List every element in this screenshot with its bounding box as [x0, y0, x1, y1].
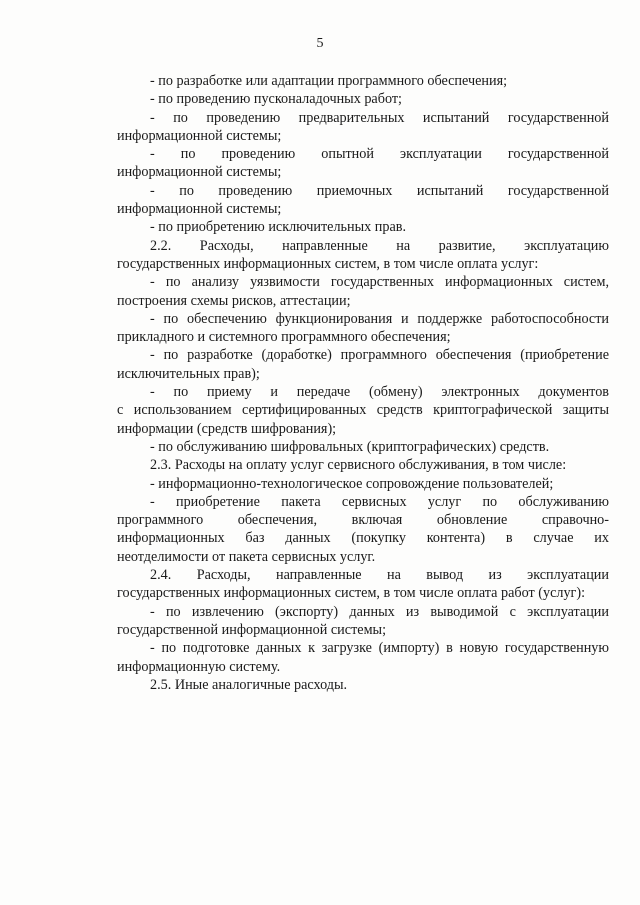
text-line: - по проведению пусконаладочных работ; [150, 91, 403, 108]
text-line: - приобретение пакета сервисных услуг по обслуживанию [150, 493, 609, 510]
text-line: информационную систему. [117, 658, 281, 675]
text-line: - по приобретению исключительных прав. [150, 219, 407, 236]
text-line: - по разработке (доработке) программного обеспечения (приобретение [150, 347, 609, 364]
text-line: прикладного и системного программного обеспечения; [117, 329, 451, 346]
text-line: - информационно-технологическое сопровождение пользователей; [150, 475, 554, 492]
text-line: построения схемы рисков, аттестации; [117, 292, 351, 309]
text-line: информационной системы; [117, 127, 282, 144]
text-line: с использованием сертифицированных средств криптографической защиты [117, 402, 609, 419]
text-line: 2.3. Расходы на оплату услуг сервисного обслуживания, в том числе: [150, 457, 567, 474]
text-line: информации (средств шифрования); [117, 420, 337, 437]
text-line: информационных баз данных (покупку контента) в случае их [117, 530, 609, 547]
page-number: 5 [316, 36, 324, 51]
text-line: информационной системы; [117, 201, 282, 218]
text-line: государственной информационной системы; [117, 621, 387, 638]
text-line: - по проведению предварительных испытаний государственной [150, 109, 609, 126]
body-text [117, 72, 609, 694]
text-line: - по проведению опытной эксплуатации государственной [150, 146, 609, 163]
text-line: 2.4. Расходы, направленные на вывод из эксплуатации [150, 567, 609, 584]
text-line: - по обеспечению функционирования и поддержке работоспособности [150, 310, 609, 327]
text-line: 2.5. Иные аналогичные расходы. [150, 676, 348, 693]
text-line: - по разработке или адаптации программного обеспечения; [150, 73, 508, 89]
text-line: - по извлечению (экспорту) данных из выводимой с эксплуатации [150, 603, 609, 620]
text-line: - по анализу уязвимости государственных информационных систем, [150, 274, 609, 291]
text-line: информационной системы; [117, 164, 282, 181]
text-line: исключительных прав); [117, 365, 260, 382]
text-line: - по проведению приемочных испытаний государственной [150, 182, 609, 199]
text-line: - по приему и передаче (обмену) электронных документов [150, 384, 609, 401]
text-line: - по подготовке данных к загрузке (импорту) в новую государственную [150, 640, 609, 657]
text-line: 2.2. Расходы, направленные на развитие, эксплуатацию [150, 237, 609, 254]
text-line: государственных информационных систем, в том числе оплата работ (услуг): [117, 585, 586, 602]
text-line: программного обеспечения, включая обновление справочно- [117, 512, 609, 529]
text-line: неотделимости от пакета сервисных услуг. [117, 548, 376, 565]
text-line: государственных информационных систем, в том числе оплата услуг: [117, 255, 539, 272]
text-line: - по обслуживанию шифровальных (криптографических) средств. [150, 438, 550, 455]
